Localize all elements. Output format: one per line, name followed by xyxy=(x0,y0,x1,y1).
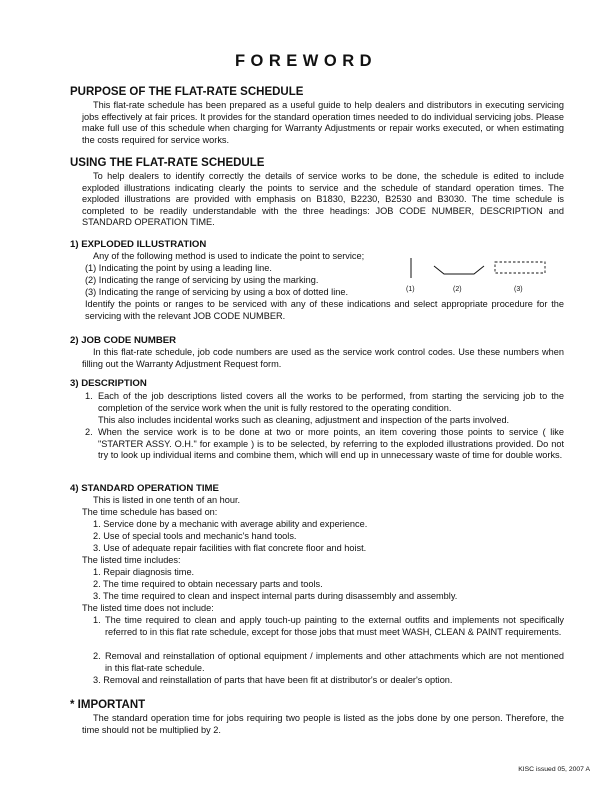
based-on-item-3: 3. Use of adequate repair facilities with flat concrete floor and hoist. xyxy=(93,543,367,553)
description-item-1-extra: This also includes incidental works such as cleaning, adjustment and inspection of the parts involved. xyxy=(98,415,510,425)
page-title: FOREWORD xyxy=(234,52,378,70)
job-code-heading: 2) JOB CODE NUMBER xyxy=(70,335,177,346)
excludes-item-2-number: 2. xyxy=(93,651,101,661)
important-paragraph: The standard operation time for jobs requiring two people is listed as the jobs done by one person. Therefore, the time should not be multiplied by 2. xyxy=(82,713,564,735)
standard-time-intro: This is listed in one tenth of an hour. xyxy=(93,495,241,505)
dotted-box-mark xyxy=(495,262,545,273)
excludes-label: The listed time does not include: xyxy=(82,603,214,613)
includes-item-3: 3. The time required to clean and inspect internal parts during disassembly and assembly. xyxy=(93,591,458,601)
job-code-paragraph: In this flat-rate schedule, job code numbers are used as the service work control codes. Use these numbers when filling out the Warranty Adjustment Request form. xyxy=(82,347,564,369)
excludes-item-3: 3. Removal and reinstallation of parts that have been fit at distributor's or dealer's option. xyxy=(93,675,453,685)
description-item-1: Each of the job descriptions listed covers all the works to be performed, from starting the servicing job to the completion of the service work when the unit is fully restored to the operating condition. xyxy=(98,391,564,413)
caption-3: (3) xyxy=(514,286,523,293)
includes-item-2: 2. The time required to obtain necessary parts and tools. xyxy=(93,579,323,589)
standard-time-heading: 4) STANDARD OPERATION TIME xyxy=(70,483,219,494)
exploded-item-3: (3) Indicating the range of servicing by using a box of dotted line. xyxy=(85,287,349,297)
using-heading: USING THE FLAT-RATE SCHEDULE xyxy=(70,157,265,169)
exploded-item-1: (1) Indicating the point by using a leading line. xyxy=(85,263,272,273)
purpose-heading: PURPOSE OF THE FLAT-RATE SCHEDULE xyxy=(70,86,304,98)
excludes-item-1-number: 1. xyxy=(93,615,101,625)
excludes-item-2: Removal and reinstallation of optional equipment / implements and other attachments which are not mentioned in this flat-rate schedule. xyxy=(105,651,564,673)
purpose-paragraph: This flat-rate schedule has been prepared as a useful guide to help dealers and distributors in executing servicing jobs effectively at fair prices. It provides for the standard operation times needed to do individual servicing jobs. Please make full use of this schedule when charging for Warranty Adjustments or repair works executed, or when estimating the costs required for service works. xyxy=(82,100,564,145)
exploded-outro: Identify the points or ranges to be serviced with any of these indications and select appropriate procedure for the servicing with the relevant JOB CODE NUMBER. xyxy=(85,299,564,321)
description-item-1-number: 1. xyxy=(85,391,93,401)
exploded-illustration-heading: 1) EXPLODED ILLUSTRATION xyxy=(70,239,207,250)
caption-2: (2) xyxy=(453,286,462,293)
description-heading: 3) DESCRIPTION xyxy=(70,378,147,389)
caption-1: (1) xyxy=(406,286,415,293)
using-paragraph: To help dealers to identify correctly the details of service works to be done, the schedule is edited to include exploded illustrations indicating clearly the points to service and the schedule of standard operation times. The exploded illustrations are provided with emphasis on B1830, B2230, B2530 and B3030. The time schedule is completed to be readily understandable with the three headings: JOB CODE NUMBER, DESCRIPTION and STANDARD OPERATION TIME. xyxy=(82,171,564,228)
exploded-intro: Any of the following method is used to indicate the point to service; xyxy=(93,251,365,261)
description-item-2-number: 2. xyxy=(85,427,93,437)
description-item-2: When the service work is to be done at two or more points, an item covering those points to service ( like "STARTER ASSY. O.H." for example ) is to be selected, by referring to the exploded illustrations provided. Do not try to look up individual items and combine them, which will end up in unnecessary waste of time for double works. xyxy=(98,427,564,461)
based-on-item-2: 2. Use of special tools and mechanic's hand tools. xyxy=(93,531,297,541)
includes-item-1: 1. Repair diagnosis time. xyxy=(93,567,195,577)
range-marking-mark xyxy=(434,266,484,274)
excludes-item-1: The time required to clean and apply touch-up painting to the external outfits and implements not specifically referred to in this flat rate schedule, except for those jobs that must meet WASH, CLEAN & PAINT requirements. xyxy=(105,615,564,637)
important-heading: * IMPORTANT xyxy=(70,699,146,711)
includes-label: The listed time includes: xyxy=(82,555,181,565)
based-on-label: The time schedule has based on: xyxy=(82,507,218,517)
exploded-item-2: (2) Indicating the range of servicing by using the marking. xyxy=(85,275,319,285)
indication-marks-diagram xyxy=(400,252,560,288)
based-on-item-1: 1. Service done by a mechanic with average ability and experience. xyxy=(93,519,368,529)
footer-issue-note: KISC issued 05, 2007 A xyxy=(518,766,590,773)
